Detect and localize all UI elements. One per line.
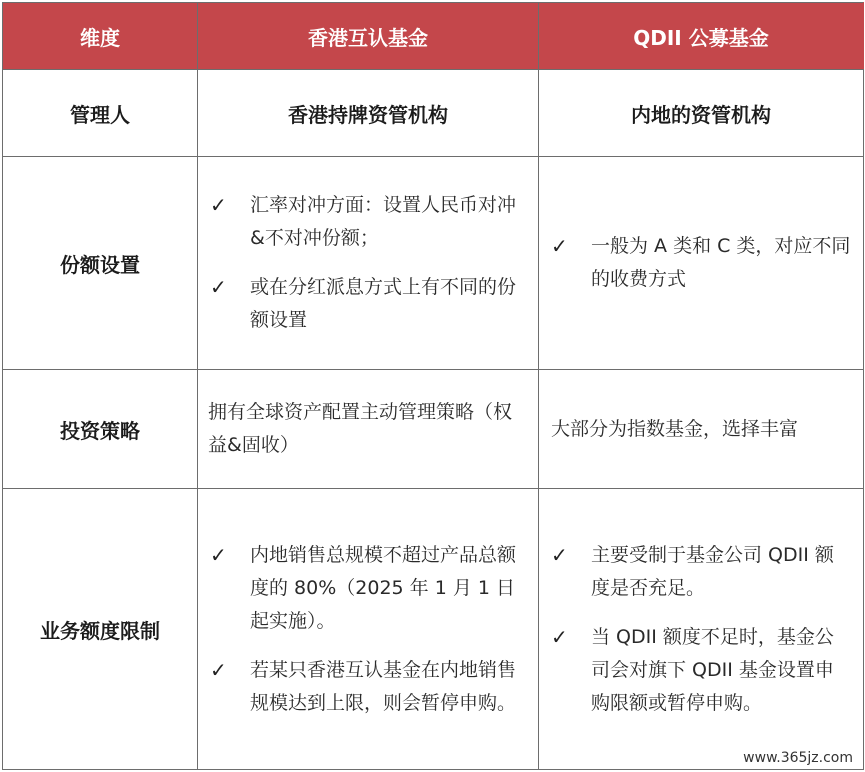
qdii-manager: 内地的资管机构	[539, 70, 864, 157]
list-item: ✓ 汇率对冲方面：设置人民币对冲&不对冲份额；	[208, 189, 526, 255]
qdii-share-cell	[539, 157, 864, 370]
comparison-table	[2, 2, 864, 770]
qdii-strategy-cell	[539, 370, 864, 489]
header-row	[3, 3, 864, 70]
list-item: ✓ 主要受制于基金公司 QDII 额度是否充足。	[549, 539, 851, 605]
check-icon: ✓	[210, 275, 227, 299]
check-icon: ✓	[210, 193, 227, 217]
header-dimension: 维度	[3, 3, 198, 70]
table-row	[3, 157, 864, 370]
hk-strategy-cell	[198, 370, 539, 489]
row-label-strategy: 投资策略	[3, 370, 198, 489]
row-label-manager: 管理人	[3, 70, 198, 157]
hk-manager: 香港持牌资管机构	[198, 70, 539, 157]
table-row	[3, 489, 864, 770]
check-icon: ✓	[551, 234, 568, 258]
list-item: ✓ 当 QDII 额度不足时，基金公司会对旗下 QDII 基金设置申购限额或暂停申购。	[549, 621, 851, 720]
check-icon: ✓	[210, 657, 227, 682]
hk-strategy-text: 拥有全球资产配置主动管理策略（权益&固收）	[208, 401, 513, 456]
table-row	[3, 370, 864, 489]
hk-share-cell	[198, 157, 539, 370]
list-item: ✓ 一般为 A 类和 C 类，对应不同的收费方式	[549, 230, 851, 296]
header-qdii-fund: QDII 公募基金	[539, 3, 864, 70]
check-icon: ✓	[210, 542, 227, 567]
row-label-limit: 业务额度限制	[3, 489, 198, 770]
list-item: ✓ 若某只香港互认基金在内地销售规模达到上限，则会暂停申购。	[208, 654, 526, 720]
qdii-limit-cell	[539, 489, 864, 770]
table-row	[3, 70, 864, 157]
check-icon: ✓	[551, 624, 568, 649]
watermark-text: www.365jz.com	[743, 750, 853, 766]
qdii-strategy-text: 大部分为指数基金，选择丰富	[551, 417, 799, 440]
hk-limit-cell	[198, 489, 539, 770]
header-hk-fund: 香港互认基金	[198, 3, 539, 70]
row-label-share: 份额设置	[3, 157, 198, 370]
list-item: ✓ 内地销售总规模不超过产品总额度的 80%（2025 年 1 月 1 日起实施）。	[208, 539, 526, 638]
check-icon: ✓	[551, 542, 568, 567]
list-item: ✓ 或在分红派息方式上有不同的份额设置	[208, 271, 526, 337]
